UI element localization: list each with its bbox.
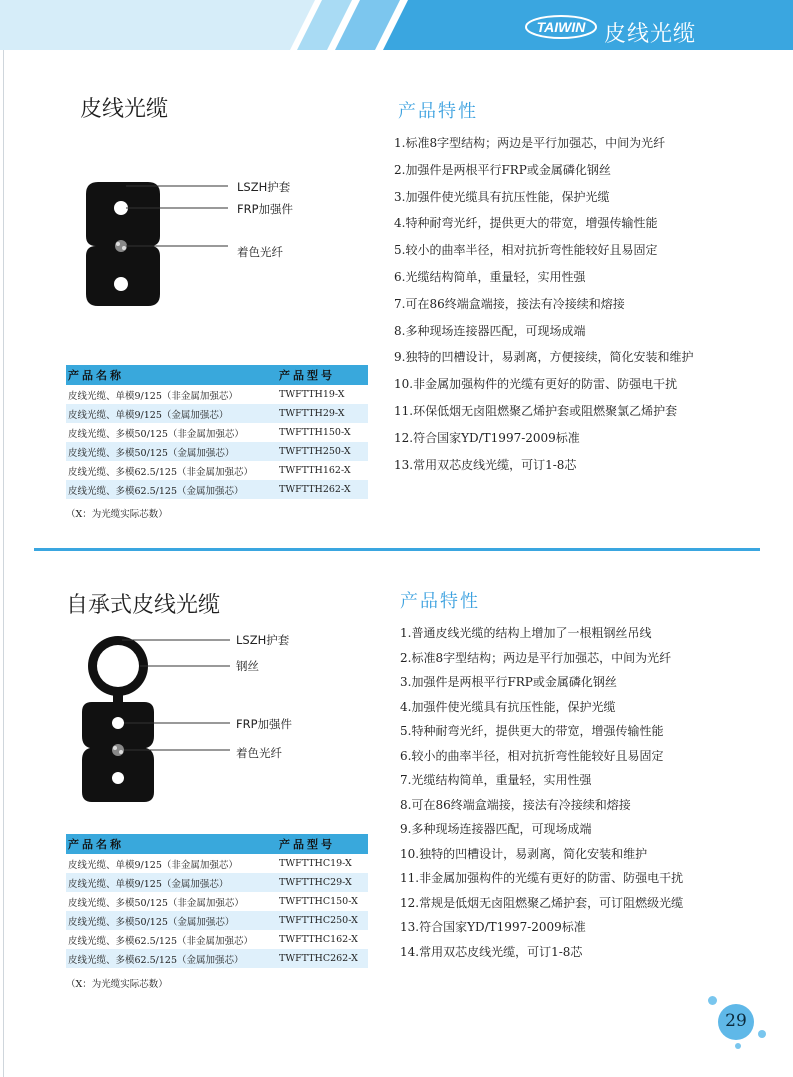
product-model-cell: TWFTTHC250-X xyxy=(277,911,368,930)
table-row xyxy=(66,911,368,930)
table-header-model: 产品型号 xyxy=(277,365,368,385)
label-colored-fiber: 着色光纤 xyxy=(237,245,283,259)
feature-item: 3.加强件是两根平行FRP或金属磷化钢丝 xyxy=(400,675,617,689)
table-row xyxy=(66,930,368,949)
table-row xyxy=(66,423,368,442)
decor-dot xyxy=(708,996,717,1005)
product-model-cell: TWFTTHC19-X xyxy=(279,858,352,869)
label-steel-wire: 钢丝 xyxy=(236,659,259,673)
feature-item: 4.加强件使光缆具有抗压性能，保护光缆 xyxy=(400,699,616,714)
feature-item: 9.多种现场连接器匹配，可现场成端 xyxy=(400,822,592,836)
feature-item: 13.符合国家YD/T1997-2009标准 xyxy=(400,920,586,934)
brand-name: TAIWIN xyxy=(536,19,586,35)
section2-table-note: （X：为光缆实际芯数） xyxy=(66,979,168,990)
frp-strength-member-top xyxy=(112,717,124,729)
section2-features-title: 产品特性 xyxy=(400,591,480,612)
product-name-cell: 皮线光缆、多模62.5/125（金属加强芯） xyxy=(66,480,277,499)
product-name-cell: 皮线光缆、单模9/125（金属加强芯） xyxy=(66,404,277,423)
feature-item: 1.标准8字型结构；两边是平行加强芯，中间为光纤 xyxy=(394,136,666,150)
frp-strength-member-bottom xyxy=(114,277,128,291)
drop-cable-cross-section-diagram xyxy=(60,170,260,320)
section-divider xyxy=(34,548,760,551)
product-model-cell: TWFTTH19-X xyxy=(279,389,345,400)
page-margin-rule xyxy=(3,50,4,1077)
colored-fiber xyxy=(112,744,124,756)
feature-item: 5.较小的曲率半径，相对抗折弯性能较好且易固定 xyxy=(394,243,658,258)
product-model-cell: TWFTTHC150-X xyxy=(279,896,358,907)
section1-table-note: （X：为光缆实际芯数） xyxy=(66,509,168,520)
feature-item: 1.普通皮线光缆的结构上增加了一根粗钢丝吊线 xyxy=(400,626,652,640)
label-lszh-sheath: LSZH护套 xyxy=(236,633,290,647)
section1-product-table xyxy=(66,365,368,499)
section2-feature-list xyxy=(400,624,683,967)
product-model-cell: TWFTTHC162-X xyxy=(279,934,358,945)
product-model-cell: TWFTTH262-X xyxy=(277,480,368,499)
feature-item: 13.常用双芯皮线光缆，可订1-8芯 xyxy=(394,457,577,472)
feature-item: 2.加强件是两根平行FRP或金属磷化钢丝 xyxy=(394,162,611,177)
section1-features-title: 产品特性 xyxy=(398,101,478,122)
feature-item: 12.符合国家YD/T1997-2009标准 xyxy=(394,430,580,445)
table-row xyxy=(66,873,368,892)
feature-item: 4.特种耐弯光纤，提供更大的带宽，增强传输性能 xyxy=(394,216,658,231)
product-model-cell: TWFTTH150-X xyxy=(279,427,351,438)
page-number: 29 xyxy=(725,1011,747,1031)
label-colored-fiber: 着色光纤 xyxy=(236,746,282,760)
product-model-cell: TWFTTH162-X xyxy=(279,465,351,476)
section1-feature-list xyxy=(394,134,693,482)
label-frp-member: FRP加强件 xyxy=(236,717,293,731)
feature-item: 8.可在86终端盒端接，接法有冷接续和熔接 xyxy=(400,797,631,812)
product-model-cell: TWFTTHC262-X xyxy=(277,949,368,968)
product-name-cell: 皮线光缆、单模9/125（金属加强芯） xyxy=(66,873,277,892)
table-header-name: 产品名称 xyxy=(66,365,277,385)
feature-item: 7.可在86终端盒端接，接法有冷接续和熔接 xyxy=(394,296,625,311)
feature-item: 10.非金属加强构件的光缆有更好的防雷、防强电干扰 xyxy=(394,377,678,392)
product-name-cell: 皮线光缆、单模9/125（非金属加强芯） xyxy=(68,390,238,402)
feature-item: 5.特种耐弯光纤，提供更大的带宽，增强传输性能 xyxy=(400,724,664,738)
frp-strength-member-bottom xyxy=(112,772,124,784)
product-name-cell: 皮线光缆、多模50/125（金属加强芯） xyxy=(66,442,277,461)
feature-item: 11.环保低烟无卤阻燃聚乙烯护套或阻燃聚氯乙烯护套 xyxy=(394,403,678,418)
decor-dot xyxy=(735,1043,741,1049)
section2-product-table xyxy=(66,834,368,968)
feature-item: 9.独特的凹槽设计，易剥离，方便接续，简化安装和维护 xyxy=(394,350,694,365)
table-row xyxy=(66,480,368,499)
feature-item: 11.非金属加强构件的光缆有更好的防雷、防强电干扰 xyxy=(400,871,684,885)
header-title: 皮线光缆 xyxy=(604,22,697,47)
colored-fiber xyxy=(115,240,127,252)
product-name-cell: 皮线光缆、多模50/125（非金属加强芯） xyxy=(68,428,244,440)
table-row xyxy=(66,385,368,404)
product-name-cell: 皮线光缆、多模50/125（非金属加强芯） xyxy=(68,897,244,909)
table-header-name: 产品名称 xyxy=(66,834,277,854)
table-row xyxy=(66,442,368,461)
table-row xyxy=(66,404,368,423)
table-row xyxy=(66,461,368,480)
steel-messenger-wire xyxy=(97,645,139,687)
product-model-cell: TWFTTH250-X xyxy=(277,442,368,461)
product-model-cell: TWFTTHC29-X xyxy=(277,873,368,892)
product-name-cell: 皮线光缆、多模62.5/125（非金属加强芯） xyxy=(68,935,253,947)
feature-item: 2.标准8字型结构；两边是平行加强芯，中间为光纤 xyxy=(400,650,672,665)
label-lszh-sheath: LSZH护套 xyxy=(237,180,291,194)
feature-item: 6.较小的曲率半径，相对抗折弯性能较好且易固定 xyxy=(400,748,664,763)
feature-item: 7.光缆结构简单，重量轻，实用性强 xyxy=(400,773,592,787)
product-model-cell: TWFTTH29-X xyxy=(277,404,368,423)
table-row xyxy=(66,854,368,873)
product-name-cell: 皮线光缆、多模62.5/125（非金属加强芯） xyxy=(68,466,253,478)
feature-item: 6.光缆结构简单，重量轻，实用性强 xyxy=(394,269,586,284)
frp-strength-member-top xyxy=(114,201,128,215)
table-header-model: 产品型号 xyxy=(277,834,368,854)
feature-item: 3.加强件使光缆具有抗压性能，保护光缆 xyxy=(394,189,610,204)
product-name-cell: 皮线光缆、多模50/125（金属加强芯） xyxy=(66,911,277,930)
decor-dot xyxy=(758,1030,766,1038)
product-name-cell: 皮线光缆、多模62.5/125（金属加强芯） xyxy=(66,949,277,968)
feature-item: 12.常规是低烟无卤阻燃聚乙烯护套，可订阻燃级光缆 xyxy=(400,895,684,910)
feature-item: 8.多种现场连接器匹配，可现场成端 xyxy=(394,323,586,338)
section2-title: 自承式皮线光缆 xyxy=(66,593,221,618)
table-row xyxy=(66,949,368,968)
table-row xyxy=(66,892,368,911)
feature-item: 14.常用双芯皮线光缆，可订1-8芯 xyxy=(400,944,583,959)
taiwin-logo xyxy=(525,14,597,40)
feature-item: 10.独特的凹槽设计，易剥离，简化安装和维护 xyxy=(400,846,648,861)
product-name-cell: 皮线光缆、单模9/125（非金属加强芯） xyxy=(68,859,238,871)
label-frp-member: FRP加强件 xyxy=(237,202,294,216)
section1-title: 皮线光缆 xyxy=(80,97,169,122)
